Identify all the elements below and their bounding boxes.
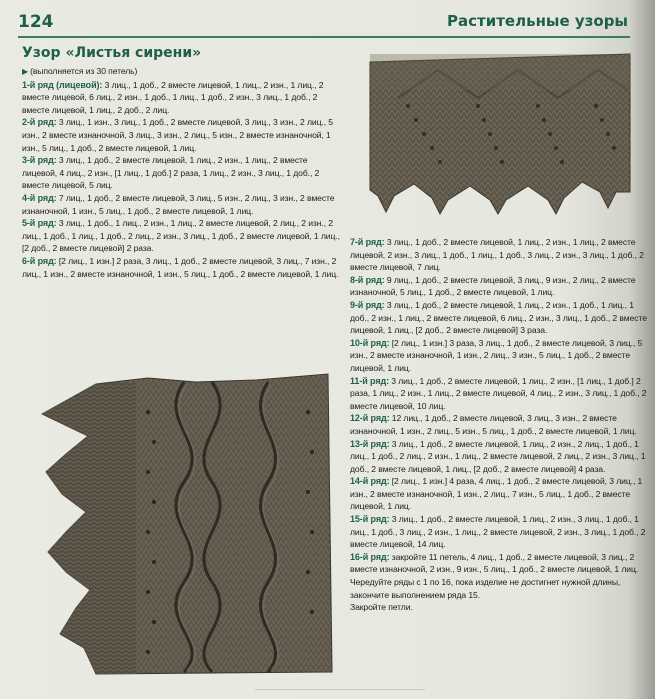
instruction-note	[350, 601, 650, 614]
row-text: 3 лиц., 1 доб., 1 лиц., 2 изн., 1 лиц., 2 вместе лицевой, 2 лиц., 2 изн., 2 лиц., 1 доб., 1 лиц., 1 доб., 2 лиц., 2 изн., 3 лиц., 1 доб., 2 вместе лицевой, 1 лиц., [2 доб., 2 вместе лицевой] 2 раза.	[22, 218, 340, 254]
row-text: 3 лиц., 1 доб., 2 вместе лицевой, 1 лиц., 2 изн., 2 лиц., 1 доб., 1 лиц., 1 доб., 2 лиц., 2 изн., 1 лиц., 2 вместе лицевой, 2 лиц., 2 изн., 3 лиц., 1 доб., 2 вместе лицевой, 1 лиц., [2 доб., 2 вместе лицевой] 4 раза.	[350, 438, 646, 474]
row-text: 9 лиц., 1 доб., 2 вместе лицевой, 3 лиц., 9 изн., 2 лиц., 2 вместе изнаночной, 5 лиц., 1 доб., 2 вместе лицевой, 1 лиц.	[350, 274, 636, 298]
row-label: 13-й ряд:	[350, 438, 390, 449]
instructions-right-column	[350, 236, 650, 614]
instruction-row	[22, 79, 340, 117]
instruction-row	[350, 299, 650, 337]
row-text: 3 лиц., 1 доб., 2 вместе лицевой, 1 лиц., 2 изн., 1 доб., 1 лиц., 1 доб., 2 изн., 1 лиц., 2 вместе лицевой, 6 лиц., 2 изн., 3 лиц., 1 доб., 2 вместе лицевой, 1 лиц., [2 доб., 2 вместе лицевой] 3 раза.	[350, 299, 647, 336]
instruction-row	[350, 551, 650, 576]
note-text: Закройте петли.	[350, 602, 413, 613]
row-text: [2 лиц., 1 изн.] 4 раза, 4 лиц., 1 доб., 2 вместе лицевой, 3 лиц., 1 изн., 2 вместе изнаночной, 1 изн., 2 лиц., 7 изн., 5 лиц., 1 доб., 2 вместе лицевой, 1 лиц.	[350, 476, 643, 512]
row-text: [2 лиц., 1 изн.] 2 раза, 3 лиц., 1 доб., 2 вместе лицевой, 3 лиц., 7 изн., 2 лиц., 1 изн., 2 вместе изнаночной, 1 изн., 5 лиц., 1 доб., 2 вместе лицевой, 1 лиц.	[22, 255, 339, 279]
row-label: 3-й ряд:	[22, 155, 57, 166]
instruction-row	[350, 438, 650, 476]
instruction-row	[22, 116, 340, 154]
row-label: 4-й ряд:	[22, 192, 57, 203]
instruction-row	[22, 217, 340, 255]
instruction-row	[22, 255, 340, 280]
row-text: 3 лиц., 1 изн., 3 лиц., 1 доб., 2 вместе лицевой, 3 лиц., 3 изн., 2 лиц., 5 изн., 2 вместе изнаночной, 3 лиц., 3 изн., 2 лиц., 5 изн., 2 вместе изнаночной, 1 изн., 5 лиц., 1 доб., 2 вместе лицевой, 1 лиц.	[22, 117, 333, 153]
note-marker-icon: ▶	[22, 67, 29, 76]
row-label: 2-й ряд:	[22, 117, 57, 128]
instruction-row	[350, 475, 650, 513]
instruction-row	[350, 274, 650, 299]
row-text: (выполняется из 30 петель)	[30, 66, 138, 76]
knitted-sample-photo-bottom	[36, 372, 334, 678]
section-title: Растительные узоры	[447, 12, 628, 30]
instruction-note	[350, 576, 650, 601]
row-label: 5-й ряд:	[22, 218, 57, 229]
row-label: 10-й ряд:	[350, 337, 390, 348]
footer-divider	[255, 689, 425, 690]
page-header	[18, 12, 628, 38]
instruction-row	[22, 192, 340, 217]
row-label: 16-й ряд:	[350, 551, 390, 562]
instruction-row	[350, 513, 650, 551]
knitted-sample-photo-top	[368, 50, 632, 218]
instruction-row	[22, 154, 340, 192]
row-text: 3 лиц., 1 доб., 2 вместе лицевой, 1 лиц., 2 изн., 3 лиц., 1 доб., 1 лиц., 1 доб., 3 лиц., 2 изн., 1 лиц., 2 вместе лицевой, 2 изн., 3 лиц., 1 доб., 2 вместе лицевой, 14 лиц.	[350, 514, 646, 550]
row-label: 9-й ряд:	[350, 299, 385, 310]
row-text: 12 лиц., 1 доб., 2 вместе лицевой, 3 лиц., 3 изн., 2 вместе изнаночной, 1 изн., 2 лиц., 5 изн., 5 лиц., 1 доб., 2 вместе лицевой, 1 лиц.	[350, 413, 637, 436]
instructions-left-column	[22, 65, 340, 280]
row-label: 14-й ряд:	[350, 476, 390, 487]
row-label: 15-й ряд:	[350, 514, 390, 525]
note-text: Чередуйте ряды с 1 по 16, пока изделие не достигнет нужной длины, закончите выполнением ряда 15.	[350, 577, 621, 600]
page-number: 124	[18, 12, 54, 32]
row-label: 8-й ряд:	[350, 274, 385, 285]
row-label: 11-й ряд:	[350, 375, 389, 386]
row-text: 3 лиц., 1 доб., 2 вместе лицевой, 1 лиц., 2 изн., [1 лиц., 1 доб.] 2 раза, 1 лиц., 2 изн., 1 лиц., 2 вместе лицевой, 4 лиц., 2 изн., 3 лиц., 1 доб., 2 вместе лицевой, 10 лиц.	[350, 375, 647, 411]
instruction-row	[350, 375, 650, 413]
row-text: [2 лиц., 1 изн.] 3 раза, 3 лиц., 1 доб., 2 вместе лицевой, 3 лиц., 5 изн., 2 вместе изнаночной, 1 изн., 2 лиц., 3 изн., 5 лиц., 1 доб., 2 вместе лицевой, 1 лиц.	[350, 337, 643, 373]
row-label: 6-й ряд:	[22, 255, 57, 266]
row-text: 7 лиц., 1 доб., 2 вместе лицевой, 3 лиц., 5 изн., 2 лиц., 3 изн., 2 вместе изнаночной, 1 изн., 5 лиц., 1 доб., 2 вместе лицевой, 1 лиц.	[22, 192, 335, 216]
row-label: 12-й ряд:	[350, 413, 390, 424]
row-text: 3 лиц., 1 доб., 2 вместе лицевой, 1 лиц., 2 изн., 1 лиц., 2 вместе лицевой, 6 лиц., 2 изн., 1 доб., 1 лиц., 1 доб., 2 изн., 3 лиц., 1 доб., 2 вместе лицевой, 1 лиц., 2 доб., 2 лиц.	[22, 79, 324, 115]
pattern-title: Узор «Листья сирени»	[22, 45, 202, 61]
row-text: 3 лиц., 1 доб., 2 вместе лицевой, 1 лиц., 2 изн., 1 лиц., 2 вместе лицевой, 4 лиц., 2 изн., [1 лиц., 1 доб.] 2 раза, 1 лиц., 2 изн., 3 лиц., 1 доб., 2 вместе лицевой, 5 лиц.	[22, 155, 320, 191]
instruction-row	[350, 236, 650, 274]
row-label: 7-й ряд:	[350, 237, 385, 247]
row-label: 1-й ряд (лицевой):	[22, 79, 103, 90]
header-rule	[18, 36, 630, 38]
instruction-row	[350, 337, 650, 375]
row-text: 3 лиц., 1 доб., 2 вместе лицевой, 1 лиц., 2 изн., 1 лиц., 2 вместе лицевой, 2 изн., 3 лиц., 1 доб., 1 лиц., 1 доб., 3 лиц., 2 изн., 3 лиц., 1 доб., 2 вместе лицевой, 7 лиц.	[350, 237, 644, 273]
instruction-row	[22, 65, 340, 79]
instruction-row	[350, 412, 650, 437]
row-text: закройте 11 петель, 4 лиц., 1 доб., 2 вместе лицевой, 3 лиц., 2 вместе изнаночной, 2 изн., 9 изн., 5 лиц., 1 доб., 2 вместе лицевой, 1 лиц.	[350, 551, 639, 575]
